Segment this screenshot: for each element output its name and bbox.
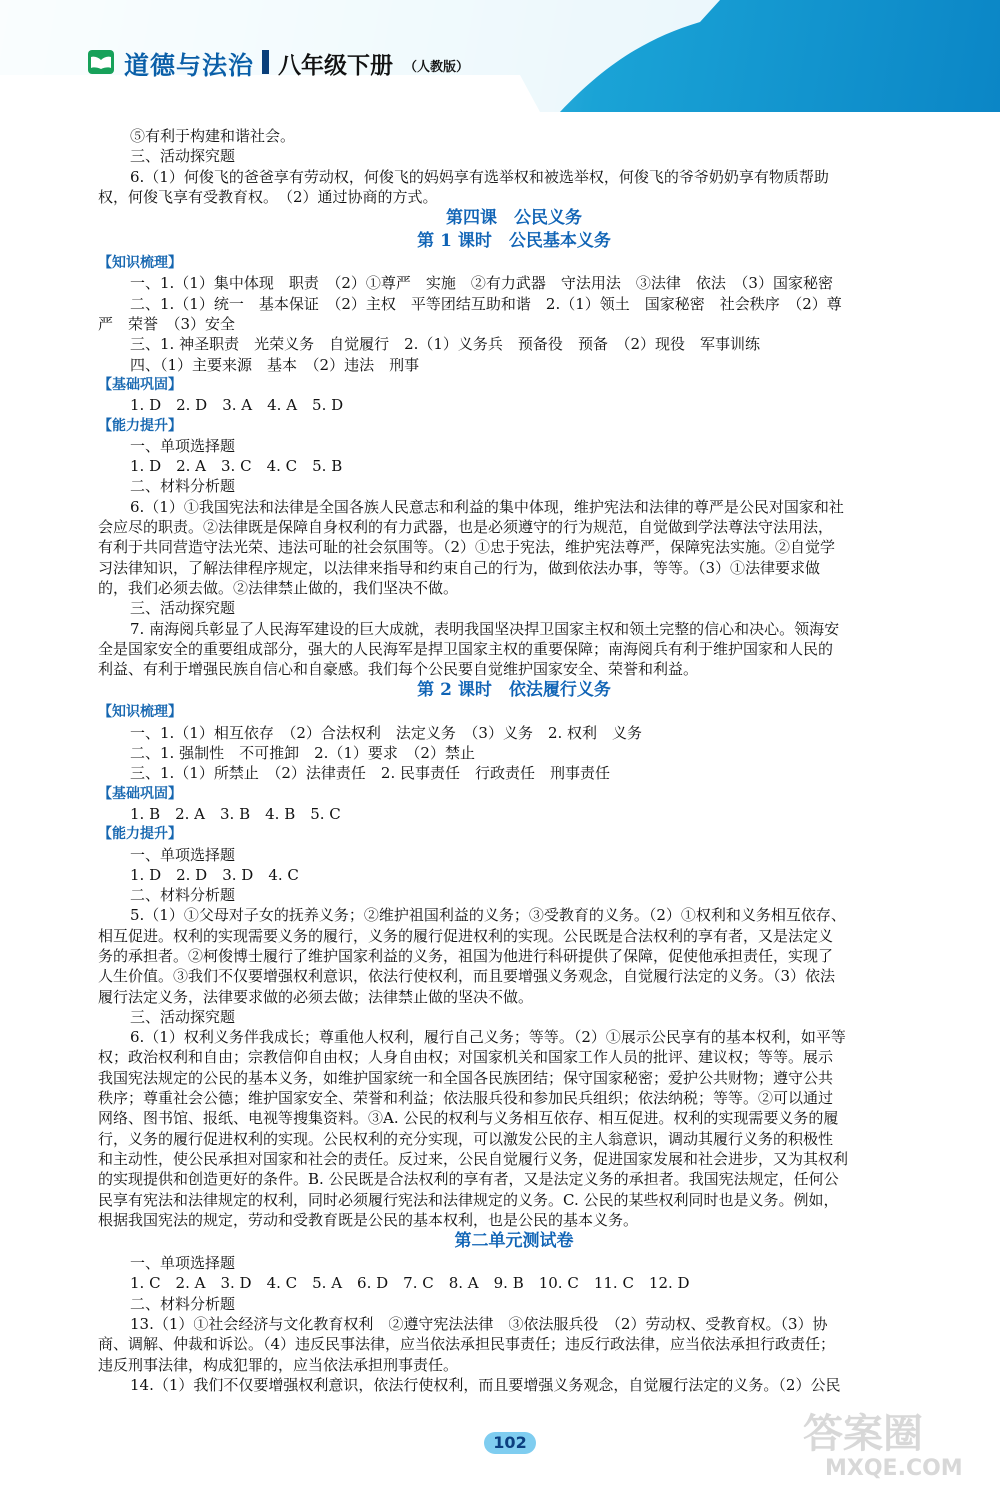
answer-line: 1. D 2. A 3. C 4. C 5. B [130, 457, 343, 476]
answer-line: 三、活动探究题 [130, 599, 236, 618]
answer-line: 四、（1）主要来源 基本 （2）违法 刑事 [130, 355, 420, 374]
answer-line: 三、活动探究题 [130, 147, 236, 166]
section-tag: 【基础巩固】 [98, 376, 182, 393]
answer-line: 严 荣誉 （3）安全 [98, 315, 236, 334]
grade-title: 八年级下册 [278, 53, 393, 79]
answer-line: 履行法定义务，法律要求做的必须去做；法律禁止做的坚决不做。 [98, 987, 534, 1006]
answer-line: 6.（1）何俊飞的爸爸享有劳动权，何俊飞的妈妈享有选举权和被选举权，何俊飞的爷爷奶奶享有物质帮助 [130, 167, 829, 186]
title-separator [262, 50, 269, 74]
section-heading: 第四课 公民义务 [446, 208, 582, 229]
answer-line: 全是国家安全的重要组成部分，强大的人民海军是捍卫国家主权的重要保障；南海阅兵有利于维护国家和人民的 [98, 639, 834, 658]
answer-line: 有利于共同营造守法光荣、违法可耻的社会氛围等。（2）①忠于宪法，维护宪法尊严，保障宪法实施。②自觉学 [98, 538, 836, 557]
page-number: 102 [484, 1432, 536, 1454]
section-tag: 【知识梳理】 [98, 255, 182, 272]
answer-line: 5.（1）①父母对子女的抚养义务；②维护祖国利益的义务；③受教育的义务。（2）①权利和义务相互依存、 [130, 906, 846, 925]
answer-line: 1. D 2. D 3. A 4. A 5. D [130, 396, 344, 415]
answer-line: 13.（1）①社会经济与文化教育权利 ②遵守宪法法律 ③依法服兵役 （2）劳动权、受教育权。（3）协 [130, 1315, 828, 1334]
answer-line: 三、1.（1）所禁止 （2）法律责任 2. 民事责任 行政责任 刑事责任 [130, 764, 610, 783]
section-tag: 【知识梳理】 [98, 704, 182, 721]
answer-line: 一、单项选择题 [130, 436, 236, 455]
answer-line: 民享有宪法和法律规定的权利，同时必须履行宪法和法律规定的义务。C. 公民的某些权利同时也是义务。例如， [98, 1190, 839, 1209]
section-tag: 【基础巩固】 [98, 785, 182, 802]
answer-line: 一、单项选择题 [130, 845, 236, 864]
section-tag: 【能力提升】 [98, 826, 182, 843]
answer-line: 和主动性，使公民承担对国家和社会的责任。反过来，公民自觉履行义务，促进国家发展和社会进步，又为其权利 [98, 1149, 849, 1168]
answer-line: 1. C 2. A 3. D 4. C 5. A 6. D 7. C 8. A 9. B 10. C 11. C 12. D [130, 1274, 690, 1293]
answer-line: 会应尽的职责。②法律既是保障自身权利的有力武器，也是必须遵守的行为规范，自觉做到学法尊法守法用法， [98, 518, 834, 537]
series-title: 道德与法治 [124, 51, 255, 80]
answer-line: 二、材料分析题 [130, 1294, 236, 1313]
answer-line: 权；政治权利和自由；宗教信仰自由权；人身自由权；对国家机关和国家工作人员的批评、建议权；等等。展示 [98, 1048, 834, 1067]
answer-content [98, 126, 930, 1395]
answer-line: 二、材料分析题 [130, 886, 236, 905]
answer-line: 习法律知识，了解法律程序规定，以法律来指导和约束自己的行为，做到依法办事，等等。（3）①法律要求做 [98, 558, 821, 577]
answer-line: ⑤有利于构建和谐社会。 [130, 127, 296, 145]
answer-line: 一、单项选择题 [130, 1254, 236, 1273]
answer-line: 人生价值。③我们不仅要增强权利意识，依法行使权利，而且要增强义务观念，自觉履行法定的义务。（3）依法 [98, 967, 836, 986]
answer-line: 二、1. 强制性 不可推卸 2.（1）要求 （2）禁止 [130, 744, 475, 763]
header-banner [0, 0, 1000, 112]
answer-line: 1. D 2. D 3. D 4. C [130, 865, 299, 884]
answer-line: 二、1.（1）统一 基本保证 （2）主权 平等团结互助和谐 2.（1）领土 国家秘密 社会秩序 （2）尊 [130, 294, 842, 313]
answer-line: 务的承担者。②柯俊博士履行了维护国家利益的义务，祖国为他进行科研提供了保障，促使他承担责任，实现了 [98, 946, 834, 965]
watermark [785, 1400, 995, 1495]
answer-line: 14.（1）我们不仅要增强权利意识，依法行使权利，而且要增强义务观念，自觉履行法定的义务。（2）公民 [130, 1375, 841, 1394]
section-heading: 第 1 课时 公民基本义务 [417, 231, 611, 252]
answer-line: 二、材料分析题 [130, 477, 236, 496]
answer-line: 一、1.（1）相互依存 （2）合法权利 法定义务 （3）义务 2. 权利 义务 [130, 723, 643, 742]
answer-line: 权，何俊飞享有受教育权。 （2）通过协商的方式。 [98, 187, 438, 206]
answer-line: 我国宪法规定的公民的基本义务，如维护国家统一和全国各民族团结；保守国家秘密；爱护公共财物；遵守公共 [98, 1068, 834, 1087]
answer-line: 1. B 2. A 3. B 4. B 5. C [130, 804, 341, 823]
answer-line: 行，义务的履行促进权利的实现。公民权利的充分实现，可以激发公民的主人翁意识，调动其履行义务的积极性 [98, 1129, 834, 1148]
answer-line: 6.（1）权利义务伴我成长；尊重他人权利，履行自己义务；等等。（2）①展示公民享有的基本权利，如平等 [130, 1028, 846, 1047]
answer-line: 三、1. 神圣职责 光荣义务 自觉履行 2.（1）义务兵 预备役 预备 （2）现役 军事训练 [130, 335, 760, 354]
answer-line: 网络、图书馆、报纸、电视等搜集资料。③A. 公民的权利与义务相互依存、相互促进。权利的实现需要义务的履 [98, 1109, 839, 1128]
book-leaf-icon [88, 50, 114, 74]
answer-line: 违反刑事法律，构成犯罪的，应当依法承担刑事责任。 [98, 1355, 459, 1374]
answer-line: 一、1.（1）集中体现 职责 （2）①尊严 实施 ②有力武器 守法用法 ③法律 依法 （3）国家秘密 [130, 274, 833, 293]
answer-line: 的实现提供和创造更好的条件。B. 公民既是合法权利的享有者，又是法定义务的承担者。我国宪法规定，任何公 [98, 1170, 839, 1189]
section-heading: 第 2 课时 依法履行义务 [417, 680, 611, 701]
section-heading: 第二单元测试卷 [454, 1231, 574, 1252]
answer-line: 的，我们必须去做。②法律禁止做的，我们坚决不做。 [98, 578, 459, 597]
answer-line: 利益、有利于增强民族自信心和自豪感。我们每个公民要自觉维护国家安全、荣誉和利益。 [98, 660, 699, 679]
section-tag: 【能力提升】 [98, 417, 182, 434]
answer-line: 三、活动探究题 [130, 1007, 236, 1026]
watermark-url: MXQE.COM [825, 1456, 963, 1481]
watermark-cn: 答案圈 [803, 1411, 923, 1457]
answer-line: 秩序；尊重社会公德；维护国家安全、荣誉和利益；依法服兵役和参加民兵组织；依法纳税；等等。②可以通过 [98, 1089, 834, 1108]
answer-line: 7. 南海阅兵彰显了人民海军建设的巨大成就，表明我国坚决捍卫国家主权和领土完整的信心和决心。领海安 [130, 619, 840, 638]
edition-label: （人教版） [404, 60, 470, 75]
answer-line: 相互促进。权利的实现需要义务的履行，义务的履行促进权利的实现。公民既是合法权利的享有者，又是法定义 [98, 926, 834, 945]
answer-line: 商、调解、仲裁和诉讼。（4）违反民事法律，应当依法承担民事责任；违反行政法律，应当依法承担行政责任； [98, 1335, 836, 1354]
answer-line: 6.（1）①我国宪法和法律是全国各族人民意志和利益的集中体现，维护宪法和法律的尊严是公民对国家和社 [130, 497, 844, 516]
answer-line: 根据我国宪法的规定，劳动和受教育既是公民的基本权利，也是公民的基本义务。 [98, 1210, 639, 1229]
